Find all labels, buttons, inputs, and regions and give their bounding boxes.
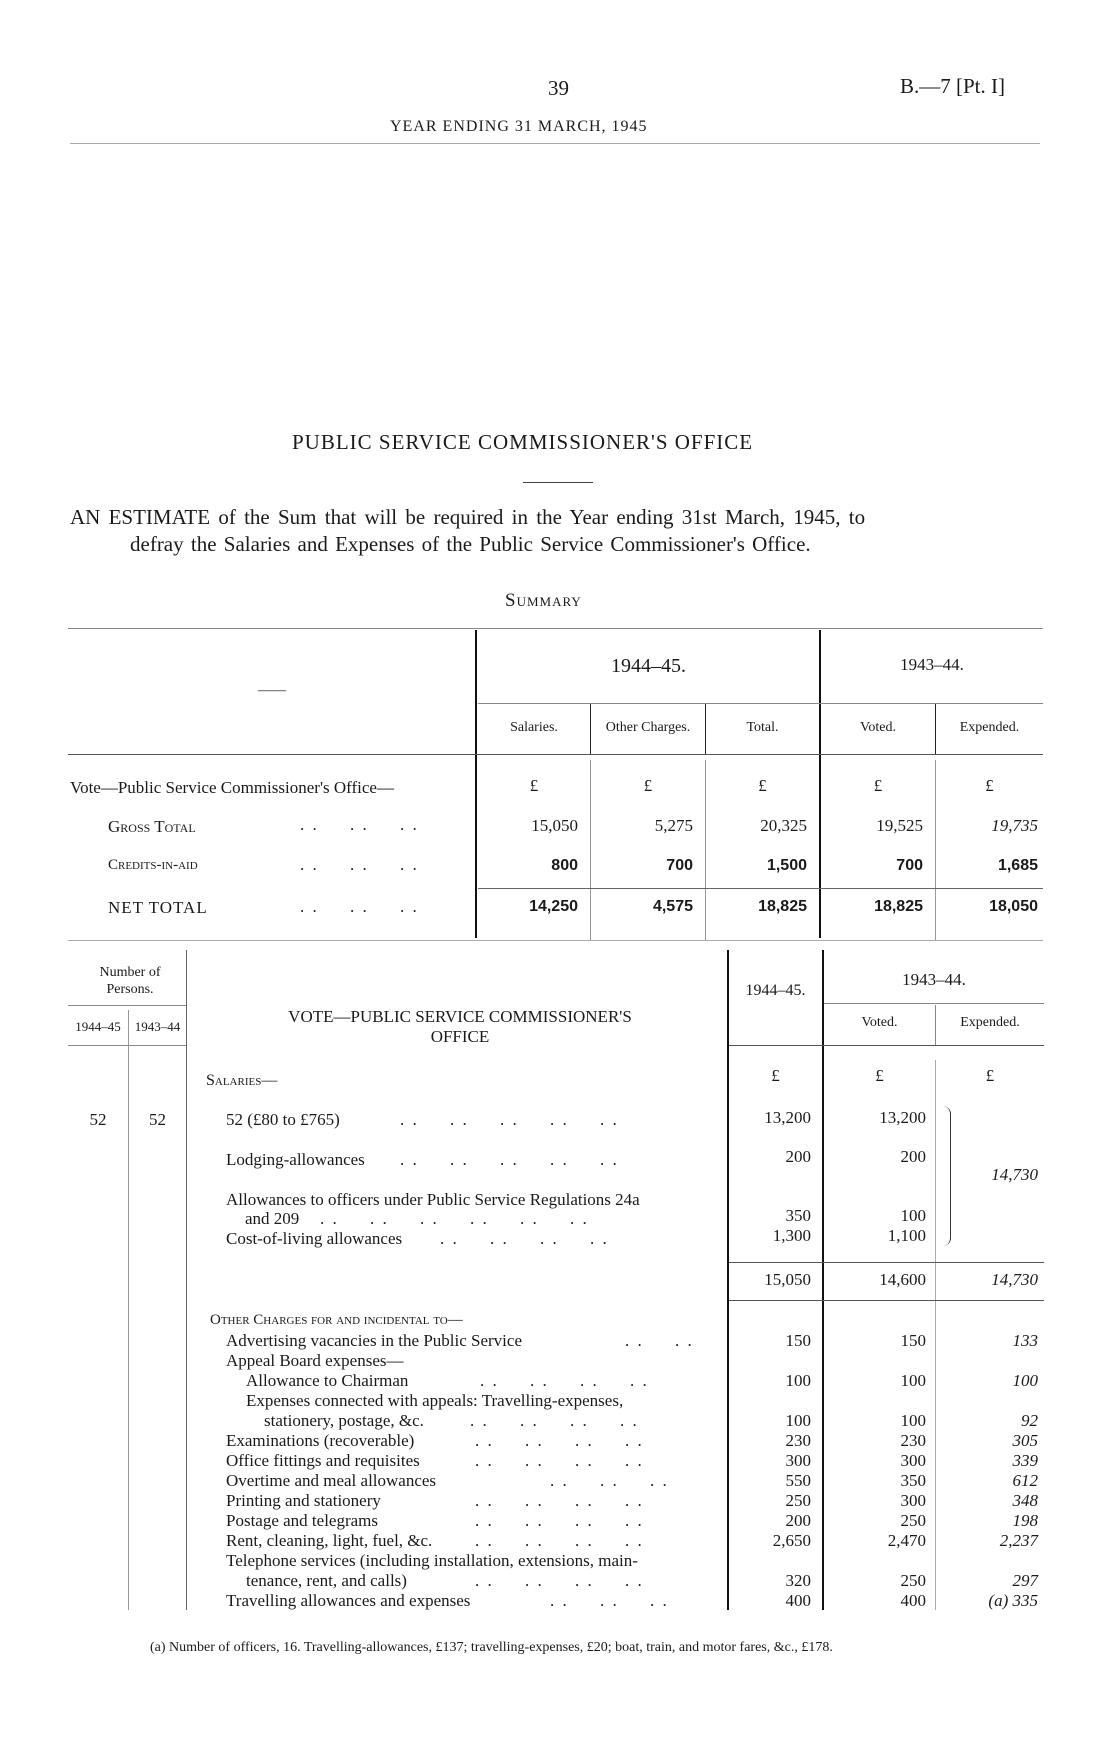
summary-cell: 700 [666,857,693,874]
other-expended: 2,237 [999,1531,1038,1550]
other-row: Overtime and meal allowances [226,1471,437,1490]
other-voted: 100 [900,1411,926,1430]
other-1944: 100 [785,1371,811,1390]
other-1944: 300 [785,1451,811,1470]
intro-line-2: defray the Salaries and Expenses of the Public Service Commissioner's Office. [130,532,811,556]
other-voted: 230 [900,1431,926,1450]
summary-currency: £ [529,776,539,795]
detail-currency: £ [875,1066,884,1085]
other-1944: 550 [785,1471,811,1490]
detail-col-expended: Expended. [960,1015,1020,1030]
salary-voted: 1,100 [887,1226,926,1245]
other-expended: 100 [1012,1371,1038,1390]
summary-vote-label: Vote—Public Service Commissioner's Office— [70,778,394,797]
other-voted: 2,470 [887,1531,926,1550]
other-1944: 230 [785,1431,811,1450]
page-title: PUBLIC SERVICE COMMISSIONER'S OFFICE [292,430,754,454]
summary-cell: 800 [551,857,578,874]
salaries-total-1944: 15,050 [764,1270,811,1289]
other-1944: 400 [785,1591,811,1610]
summary-col-voted: Voted. [860,720,896,735]
detail-col-voted: Voted. [861,1015,898,1030]
other-row: Appeal Board expenses— [226,1351,404,1370]
other-voted: 150 [900,1331,926,1350]
vote-title-line-1: VOTE—PUBLIC SERVICE COMMISSIONER'S [288,1007,632,1026]
other-row: Examinations (recoverable) [226,1431,415,1450]
other-voted: 250 [900,1511,926,1530]
other-row: Travelling allowances and expenses [226,1591,471,1610]
other-expended: 305 [1012,1431,1038,1450]
vote-title-line-2: OFFICE [430,1027,490,1046]
other-row: tenance, rent, and calls) [246,1571,407,1590]
other-expended: 297 [1012,1571,1038,1590]
salary-voted: 13,200 [879,1108,926,1127]
footnote: (a) Number of officers, 16. Travelling-allowances, £137; travelling-expenses, £20; boat, train, and motor fares, &c., £178. [150,1640,833,1655]
other-expended: 339 [1012,1451,1038,1470]
other-row: Telephone services (including installation, extensions, main- [226,1551,638,1570]
salaries-heading: Salaries— [206,1072,278,1089]
summary-col-group-1943: 1943–44. [900,655,964,674]
summary-cell: 700 [896,857,923,874]
detail-currency: £ [985,1066,995,1085]
other-row: Advertising vacancies in the Public Service [226,1331,522,1350]
salary-row: 52 (£80 to £765) [226,1110,340,1129]
summary-cell: 15,050 [531,816,578,835]
summary-cell: 5,275 [654,816,693,835]
other-expended: 133 [1012,1331,1038,1350]
summary-row-label: NET TOTAL [108,898,208,917]
persons-col-1943: 1943–44 [134,1019,181,1034]
salary-voted: 200 [900,1147,926,1166]
other-voted: 100 [900,1371,926,1390]
other-1944: 320 [785,1571,811,1590]
salary-1944: 1,300 [772,1226,811,1245]
year-line: YEAR ENDING 31 MARCH, 1945 [390,118,648,135]
summary-cell: 14,250 [529,898,578,915]
other-expended: 198 [1012,1511,1038,1530]
other-1944: 200 [785,1511,811,1530]
other-charges-heading: Other Charges for and incidental to— [210,1312,463,1328]
salary-1944: 200 [785,1147,811,1166]
summary-cell: 20,325 [760,816,807,835]
summary-currency: £ [758,776,767,795]
salaries-total-expended: 14,730 [991,1270,1038,1289]
other-1944: 2,650 [772,1531,811,1550]
other-voted: 350 [900,1471,926,1490]
summary-cell: 18,825 [758,898,807,915]
persons-value: 52 [89,1110,107,1129]
other-1944: 100 [785,1411,811,1430]
other-row: Office fittings and requisites [226,1451,420,1470]
other-row: Printing and stationery [226,1491,381,1510]
other-1944: 150 [785,1331,811,1350]
reference-code: B.—7 [Pt. I] [900,74,1005,98]
salary-row: Lodging-allowances [226,1150,365,1169]
summary-cell: 19,525 [876,816,923,835]
summary-col-total: Total. [746,720,779,735]
summary-col-group-1944: 1944–45. [611,655,686,677]
other-row: Allowance to Chairman [246,1371,409,1390]
persons-header: Number of Persons. [99,965,161,997]
other-expended: 92 [1021,1411,1038,1430]
detail-col-1944: 1944–45. [745,982,806,999]
summary-col-expended: Expended. [959,720,1020,735]
other-row: Rent, cleaning, light, fuel, &c. [226,1531,433,1550]
persons-col-1944: 1944–45 [75,1019,121,1034]
summary-currency: £ [643,776,653,795]
salary-1944: 13,200 [764,1108,811,1127]
detail-col-group-1943: 1943–44. [902,970,966,989]
summary-cell: 1,685 [997,857,1038,874]
salaries-total-voted: 14,600 [879,1270,926,1289]
other-row: stationery, postage, &c. [264,1411,424,1430]
other-expended: 612 [1012,1471,1038,1490]
header-rule [70,143,1040,144]
intro-line-1: AN ESTIMATE of the Sum that will be required in the Year ending 31st March, 1945, to [70,505,866,529]
summary-cell: 1,500 [766,857,807,874]
other-1944: 250 [785,1491,811,1510]
salary-row: Cost-of-living allowances [226,1229,403,1248]
title-rule [523,482,593,483]
other-expended: 348 [1012,1491,1038,1510]
salary-voted: 100 [900,1206,926,1225]
other-row: Expenses connected with appeals: Travelling-expenses, [246,1391,624,1410]
summary-heading: Summary [505,590,582,611]
other-expended: (a) 335 [988,1591,1038,1610]
salary-row-cont: and 209 [245,1209,300,1228]
detail-currency: £ [771,1066,780,1085]
salary-1944: 350 [785,1206,811,1225]
persons-value: 52 [149,1110,166,1129]
summary-cell: 18,050 [989,898,1038,915]
summary-row-label: Gross Total [108,817,196,836]
other-voted: 300 [900,1451,926,1470]
summary-cell: 18,825 [874,898,923,915]
summary-col-salaries: Salaries. [510,720,558,735]
summary-currency: £ [873,776,883,795]
summary-cell: 4,575 [652,898,693,915]
salary-row: Allowances to officers under Public Service Regulations 24a [226,1190,640,1209]
other-voted: 250 [900,1571,926,1590]
summary-row-label: Credits-in-aid [108,857,198,873]
page-number: 39 [548,76,569,100]
other-row: Postage and telegrams [226,1511,379,1530]
salaries-expended: 14,730 [991,1165,1038,1184]
other-voted: 300 [900,1491,926,1510]
summary-stub-dash: —— [258,683,286,698]
summary-cell: 19,735 [991,816,1038,835]
summary-col-other-charges: Other Charges. [605,720,691,735]
summary-currency: £ [985,776,994,795]
other-voted: 400 [900,1591,926,1610]
